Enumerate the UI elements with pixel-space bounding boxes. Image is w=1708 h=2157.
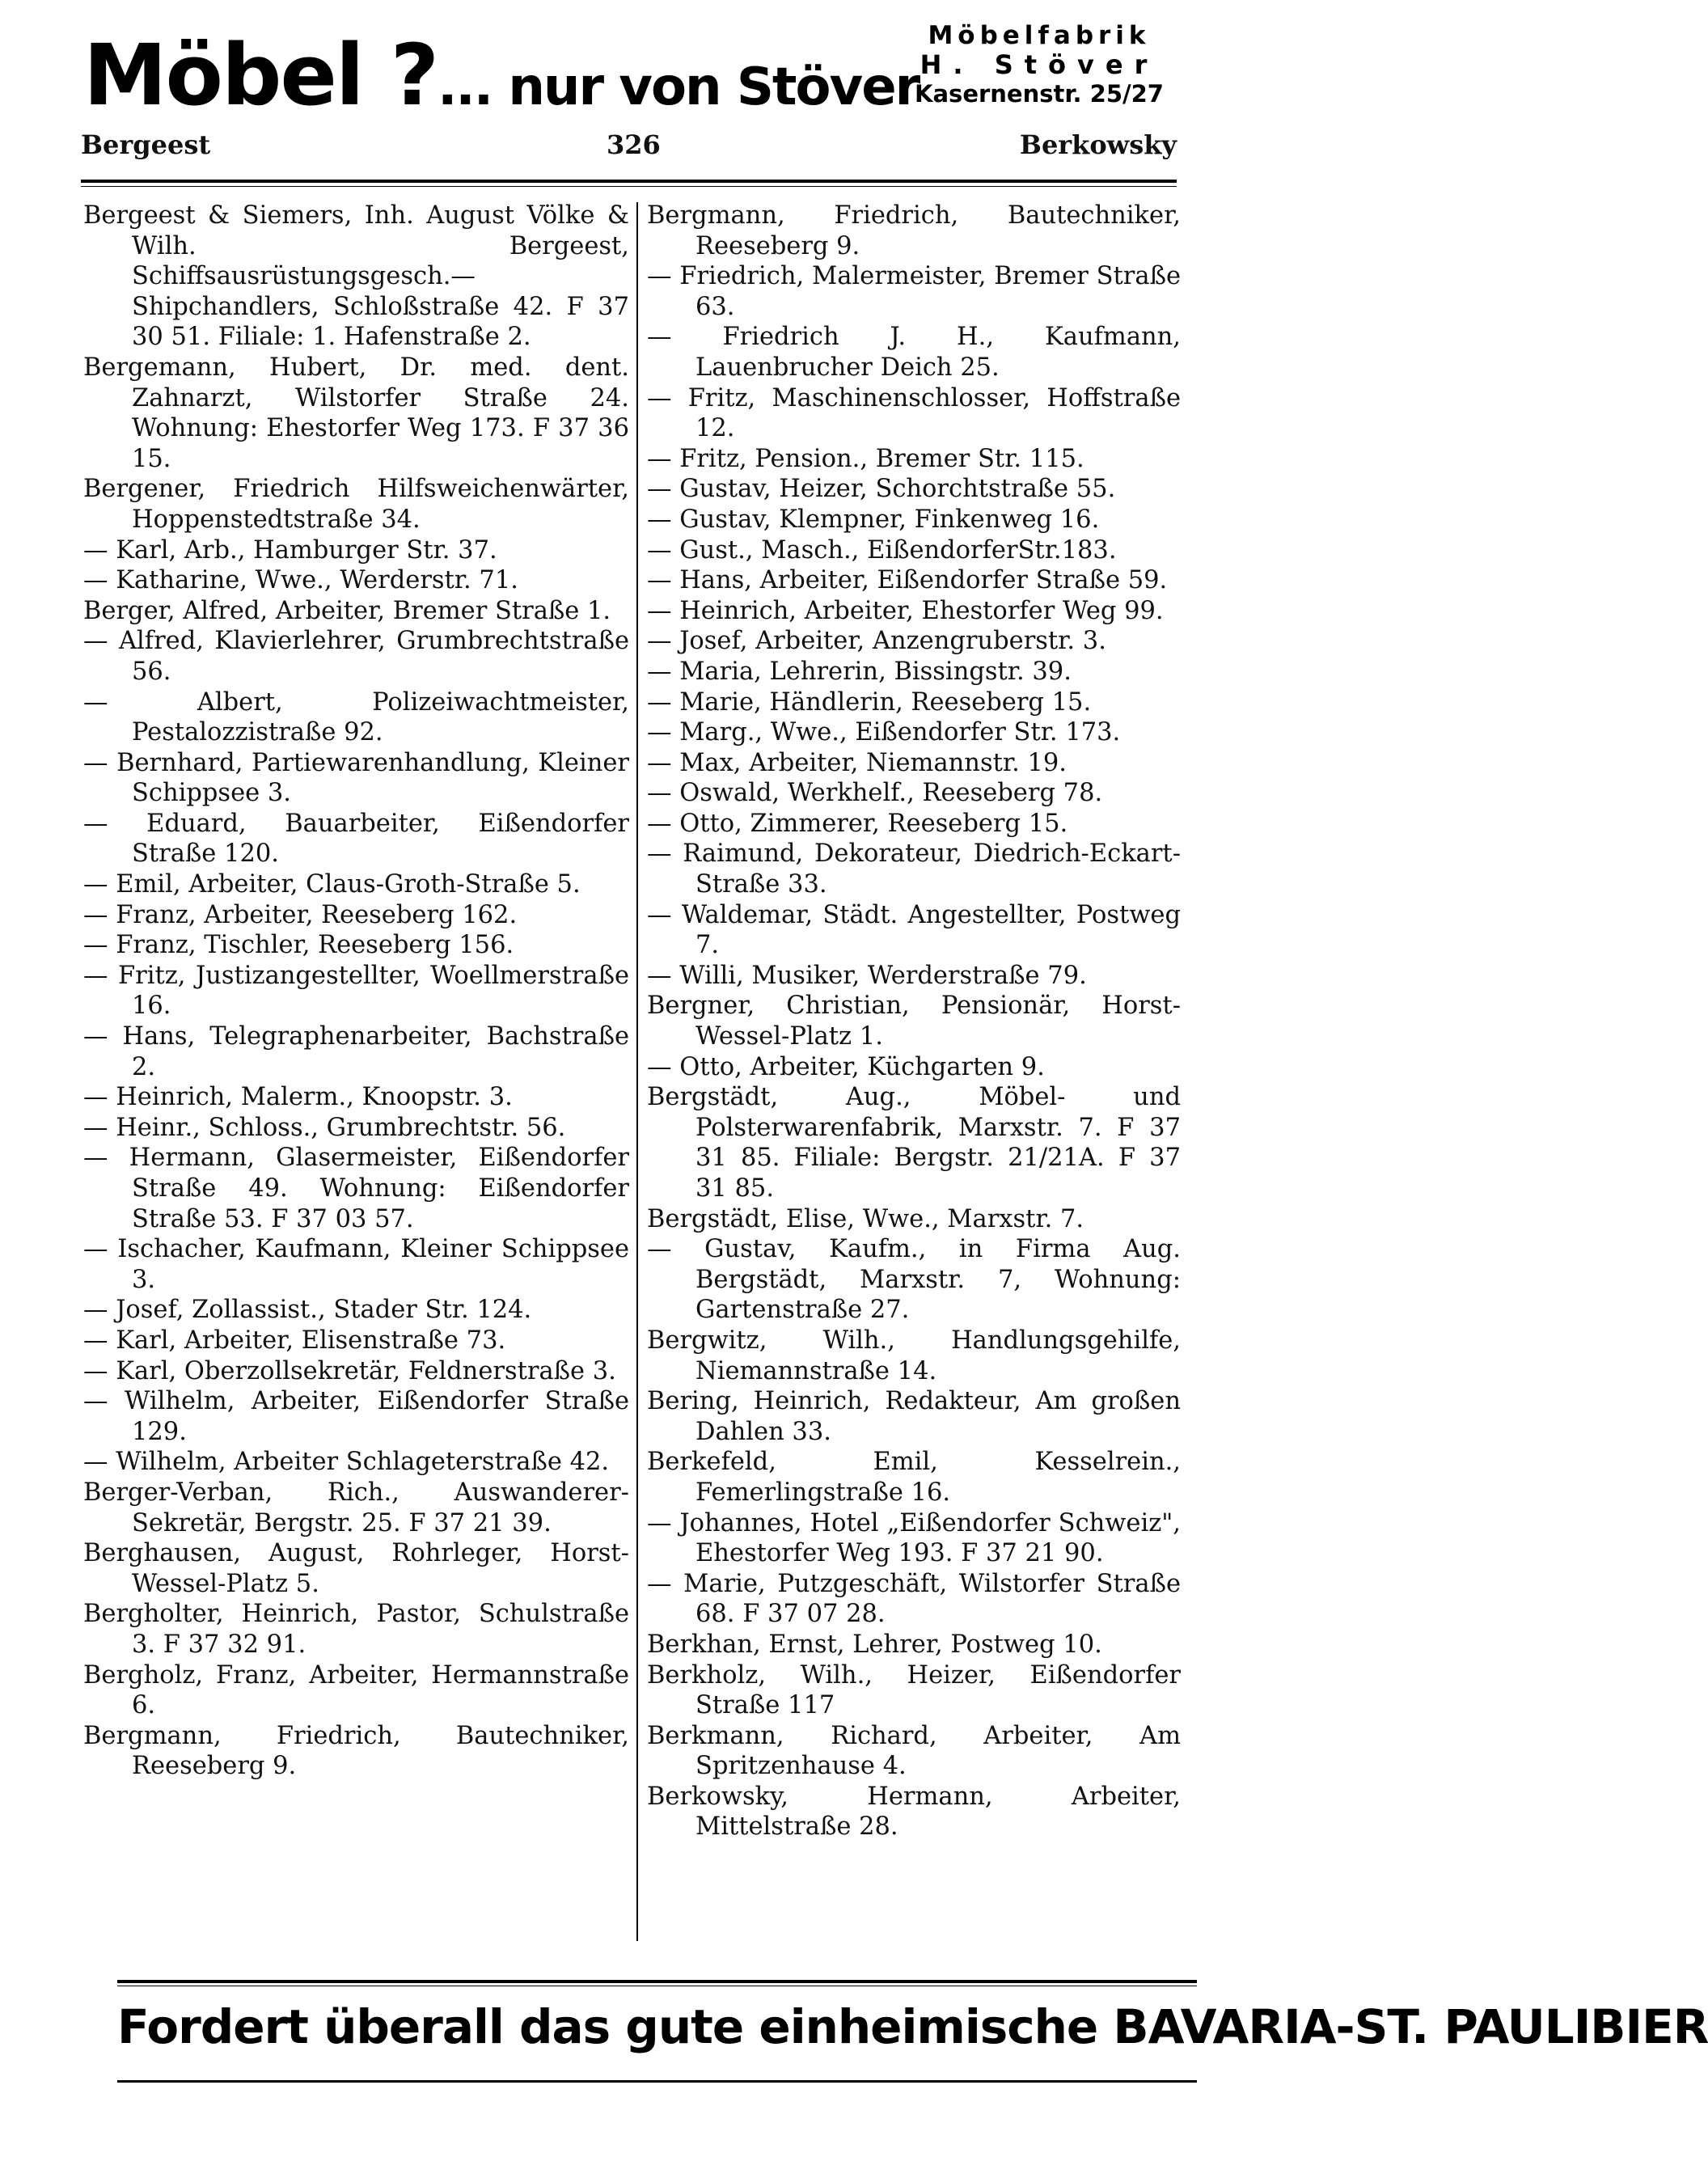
directory-entry: — Waldemar, Städt. Angestellter, Postweg 7. xyxy=(647,900,1181,960)
directory-entry: — Marg., Wwe., Eißendorfer Str. 173. xyxy=(647,718,1121,747)
directory-entry: — Hans, Arbeiter, Eißendorfer Straße 59. xyxy=(647,566,1168,595)
directory-entry: Bergholz, Franz, Arbeiter, Hermannstraße 6. xyxy=(83,1660,629,1720)
directory-entry: Berger-Verban, Rich., Auswanderer-Sekretär, Bergstr. 25. F 37 21 39. xyxy=(83,1478,629,1537)
directory-entry: — Wilhelm, Arbeiter Schlageterstraße 42. xyxy=(83,1448,610,1477)
directory-entry: — Maria, Lehrerin, Bissingstr. 39. xyxy=(647,657,1072,686)
directory-entry: Bergemann, Hubert, Dr. med. dent. Zahnarzt, Wilstorfer Straße 24. Wohnung: Ehestorfer Weg 173. F 37 36 15. xyxy=(83,353,629,473)
directory-entry: Bergmann, Friedrich, Bautechniker, Reeseberg 9. xyxy=(647,201,1181,260)
header-rule xyxy=(81,180,1177,183)
directory-entry: — Friedrich, Malermeister, Bremer Straße 63. xyxy=(647,262,1181,321)
directory-entry: Bergholter, Heinrich, Pastor, Schulstraße 3. F 37 32 91. xyxy=(83,1600,629,1659)
directory-entry: — Hermann, Glasermeister, Eißendorfer Straße 49. Wohnung: Eißendorfer Straße 53. F 37 03 57. xyxy=(83,1144,629,1233)
directory-entry: — Karl, Oberzollsekretär, Feldnerstraße 3. xyxy=(83,1356,616,1385)
ad-slogan-rest: ... nur von Stöver xyxy=(438,57,920,117)
directory-entry: Bergner, Christian, Pensionär, Horst-Wessel-Platz 1. xyxy=(647,992,1181,1051)
page-number: 326 xyxy=(607,129,661,160)
header-rule-thin xyxy=(81,186,1177,187)
directory-entry: — Gustav, Heizer, Schorchtstraße 55. xyxy=(647,475,1116,504)
directory-entry: — Heinrich, Arbeiter, Ehestorfer Weg 99. xyxy=(647,596,1164,625)
directory-entry: — Katharine, Wwe., Werderstr. 71. xyxy=(83,566,518,595)
directory-entry: Bergstädt, Elise, Wwe., Marxstr. 7. xyxy=(647,1204,1084,1233)
directory-entry: — Bernhard, Partiewarenhandlung, Kleiner Schippsee 3. xyxy=(83,748,629,808)
directory-entry: — Fritz, Justizangestellter, Woellmerstraße 16. xyxy=(83,961,629,1021)
running-head-right: Berkowsky xyxy=(1019,129,1177,160)
left-column xyxy=(83,201,629,1782)
directory-entry: — Hans, Telegraphenarbeiter, Bachstraße 2. xyxy=(83,1022,629,1081)
bottom-advertisement: Fordert überall das gute einheimische BAVARIA-ST. PAULIBIER xyxy=(117,1999,1708,2054)
directory-entry: — Otto, Zimmerer, Reeseberg 15. xyxy=(647,809,1068,838)
ad-company-line2: H. Stöver xyxy=(920,49,1159,80)
directory-entry: — Franz, Arbeiter, Reeseberg 162. xyxy=(83,900,518,929)
directory-entry: — Gust., Masch., EißendorferStr.183. xyxy=(647,535,1117,565)
directory-entry: — Emil, Arbeiter, Claus-Groth-Straße 5. xyxy=(83,870,581,899)
directory-entry: Berghausen, August, Rohrleger, Horst-Wessel-Platz 5. xyxy=(83,1539,629,1598)
directory-entry: — Josef, Zollassist., Stader Str. 124. xyxy=(83,1296,532,1325)
directory-entry: — Alfred, Klavierlehrer, Grumbrechtstraße 56. xyxy=(83,627,629,686)
running-head xyxy=(81,129,1177,162)
footer-rule xyxy=(117,1980,1197,1983)
right-column xyxy=(647,201,1181,1842)
directory-entry: Berkholz, Wilh., Heizer, Eißendorfer Straße 117 xyxy=(647,1660,1181,1720)
directory-entry: — Johannes, Hotel „Eißendorfer Schweiz", Ehestorfer Weg 193. F 37 21 90. xyxy=(647,1508,1181,1568)
directory-entry: — Willi, Musiker, Werderstraße 79. xyxy=(647,961,1087,990)
directory-entry: Berkmann, Richard, Arbeiter, Am Spritzenhause 4. xyxy=(647,1721,1181,1781)
directory-entry: — Heinr., Schloss., Grumbrechtstr. 56. xyxy=(83,1113,566,1142)
directory-entry: — Marie, Händlerin, Reeseberg 15. xyxy=(647,687,1092,717)
directory-entry: Bergener, Friedrich Hilfsweichenwärter, Hoppenstedtstraße 34. xyxy=(83,475,629,534)
directory-entry: — Otto, Arbeiter, Küchgarten 9. xyxy=(647,1052,1045,1081)
directory-entry: Berkefeld, Emil, Kesselrein., Femerlingstraße 16. xyxy=(647,1448,1181,1507)
ad-company-line3: Kasernenstr. 25/27 xyxy=(915,80,1164,108)
directory-entry: — Karl, Arbeiter, Elisenstraße 73. xyxy=(83,1326,506,1355)
directory-entry: — Franz, Tischler, Reeseberg 156. xyxy=(83,931,514,960)
directory-entry: — Albert, Polizeiwachtmeister, Pestalozzistraße 92. xyxy=(83,687,629,747)
directory-entry: — Fritz, Pension., Bremer Str. 115. xyxy=(647,444,1084,473)
directory-entry: — Friedrich J. H., Kaufmann, Lauenbrucher Deich 25. xyxy=(647,323,1181,382)
directory-entry: Berkowsky, Hermann, Arbeiter, Mittelstraße 28. xyxy=(647,1782,1181,1842)
directory-entry: Bergwitz, Wilh., Handlungsgehilfe, Niemannstraße 14. xyxy=(647,1326,1181,1385)
directory-entry: — Raimund, Dekorateur, Diedrich-Eckart-Straße 33. xyxy=(647,840,1181,899)
ad-slogan xyxy=(83,26,919,125)
directory-entry: — Gustav, Klempner, Finkenweg 16. xyxy=(647,505,1100,534)
ad-company-block xyxy=(902,21,1177,108)
directory-entry: Berkhan, Ernst, Lehrer, Postweg 10. xyxy=(647,1630,1102,1659)
directory-entry: — Wilhelm, Arbeiter, Eißendorfer Straße 129. xyxy=(83,1387,629,1446)
directory-entry: Bergstädt, Aug., Möbel- und Polsterwarenfabrik, Marxstr. 7. F 37 31 85. Filiale: Bergstr. 21/21A. F 37 31 85. xyxy=(647,1083,1181,1203)
ad-company-line1: Möbelfabrik xyxy=(928,21,1151,50)
top-advertisement xyxy=(77,18,1177,123)
footer-rule-lower xyxy=(117,2080,1197,2083)
directory-entry: — Josef, Arbeiter, Anzengruberstr. 3. xyxy=(647,627,1106,656)
directory-entry: — Heinrich, Malerm., Knoopstr. 3. xyxy=(83,1083,513,1112)
directory-entry: — Fritz, Maschinenschlosser, Hoffstraße 12. xyxy=(647,383,1181,443)
directory-entry: — Ischacher, Kaufmann, Kleiner Schippsee 3. xyxy=(83,1235,629,1294)
directory-entry: Bergmann, Friedrich, Bautechniker, Reeseberg 9. xyxy=(83,1721,629,1781)
directory-entry: — Gustav, Kaufm., in Firma Aug. Bergstädt, Marxstr. 7, Wohnung: Gartenstraße 27. xyxy=(647,1235,1181,1325)
directory-entry: — Eduard, Bauarbeiter, Eißendorfer Straße 120. xyxy=(83,809,629,869)
directory-entry: Bergeest & Siemers, Inh. August Völke & Wilh. Bergeest, Schiffsausrüstungsgesch.—Shipchandlers, Schloßstraße 42. F 37 30 51. Filiale: 1. Hafenstraße 2. xyxy=(83,201,629,352)
directory-entry: — Oswald, Werkhelf., Reeseberg 78. xyxy=(647,779,1103,808)
directory-entry: — Max, Arbeiter, Niemannstr. 19. xyxy=(647,748,1067,777)
directory-entry: Bering, Heinrich, Redakteur, Am großen Dahlen 33. xyxy=(647,1387,1181,1446)
running-head-left: Bergeest xyxy=(81,129,211,160)
directory-entry: — Karl, Arb., Hamburger Str. 37. xyxy=(83,535,497,565)
ad-slogan-main: Möbel ? xyxy=(83,26,438,125)
column-divider xyxy=(636,202,638,1941)
directory-entry: Berger, Alfred, Arbeiter, Bremer Straße 1. xyxy=(83,596,611,625)
directory-entry: — Marie, Putzgeschäft, Wilstorfer Straße 68. F 37 07 28. xyxy=(647,1569,1181,1629)
